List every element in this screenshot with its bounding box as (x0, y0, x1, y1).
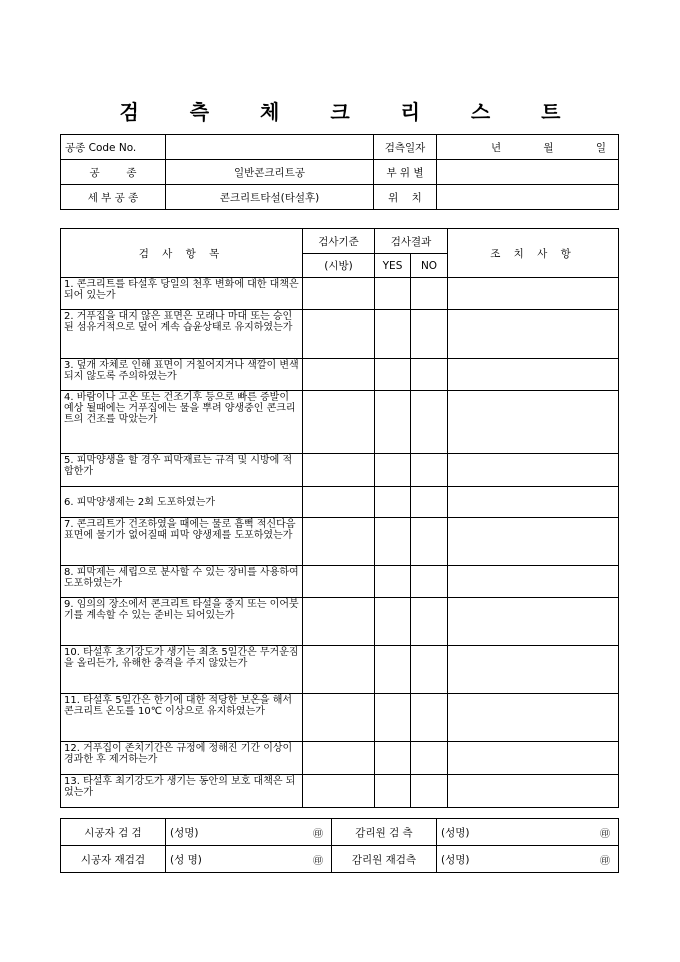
yes-cell[interactable] (375, 518, 411, 566)
contractor-check-label: 시공자 검 검 (61, 819, 166, 846)
position-label: 위 치 (374, 185, 437, 210)
detail-value[interactable]: 콘크리트타설(타설후) (166, 185, 374, 210)
no-cell[interactable] (411, 454, 448, 487)
yes-cell[interactable] (375, 775, 411, 808)
yes-cell[interactable] (375, 310, 411, 359)
standard-cell[interactable] (303, 566, 375, 598)
action-cell[interactable] (448, 278, 619, 310)
signature-table (60, 818, 619, 873)
process-code-label: 공종 Code No. (61, 135, 166, 160)
date-month-label: 월 (543, 141, 554, 154)
checklist-item-9: 9. 임의의 장소에서 콘크리트 타설을 중지 또는 이어붓기를 계속할 수 있는 준비는 되어있는가 (61, 598, 303, 646)
yes-cell[interactable] (375, 359, 411, 391)
checklist-item-2: 2. 거푸집을 대지 않은 표면은 모래나 마대 또는 승인된 섬유거적으로 덮어 계속 습윤상태로 유지하였는가 (61, 310, 303, 359)
yes-cell[interactable] (375, 694, 411, 742)
name-placeholder: (성명) (441, 826, 470, 839)
yes-cell[interactable] (375, 742, 411, 775)
action-cell[interactable] (448, 742, 619, 775)
process-code-value[interactable] (166, 135, 374, 160)
checklist-item-6: 6. 피막양생제는 2회 도포하였는가 (61, 487, 303, 518)
supervisor-recheck-signature[interactable] (437, 846, 619, 873)
action-cell[interactable] (448, 694, 619, 742)
standard-cell[interactable] (303, 278, 375, 310)
standard-cell[interactable] (303, 310, 375, 359)
no-cell[interactable] (411, 359, 448, 391)
location-value[interactable] (437, 160, 619, 185)
action-cell[interactable] (448, 775, 619, 808)
col-result-header: 검사결과 (375, 229, 448, 254)
yes-cell[interactable] (375, 391, 411, 454)
no-cell[interactable] (411, 694, 448, 742)
no-cell[interactable] (411, 391, 448, 454)
checklist-item-13: 13. 타설후 최기강도가 생기는 동안의 보호 대책은 되었는가 (61, 775, 303, 808)
col-standard-header: 검사기준 (303, 229, 375, 254)
action-cell[interactable] (448, 454, 619, 487)
col-yes-header: YES (375, 254, 411, 278)
location-label: 부 위 별 (374, 160, 437, 185)
checklist-item-1: 1. 콘크리트를 타설후 당일의 천후 변화에 대한 대책은 되어 있는가 (61, 278, 303, 310)
action-cell[interactable] (448, 518, 619, 566)
seal-icon: ㊞ (313, 855, 323, 867)
no-cell[interactable] (411, 742, 448, 775)
yes-cell[interactable] (375, 278, 411, 310)
action-cell[interactable] (448, 359, 619, 391)
name-placeholder: (성 명) (170, 853, 202, 866)
inspect-date-value[interactable] (437, 135, 619, 160)
col-standard-sub: (시방) (303, 254, 375, 278)
process-value[interactable]: 일반콘크리트공 (166, 160, 374, 185)
detail-label: 세 부 공 종 (61, 185, 166, 210)
page-title: 검 측 체 크 리 스 트 (119, 100, 583, 124)
seal-icon: ㊞ (600, 855, 610, 867)
seal-icon: ㊞ (600, 828, 610, 840)
no-cell[interactable] (411, 646, 448, 694)
standard-cell[interactable] (303, 646, 375, 694)
checklist-item-8: 8. 피막제는 세립으로 분사할 수 있는 장비를 사용하여 도포하였는가 (61, 566, 303, 598)
yes-cell[interactable] (375, 598, 411, 646)
yes-cell[interactable] (375, 487, 411, 518)
no-cell[interactable] (411, 487, 448, 518)
yes-cell[interactable] (375, 566, 411, 598)
checklist-item-7: 7. 콘크리트가 건조하였을 때에는 물로 흠뻑 적신다음 표면에 물기가 없어질때 피막 양생제를 도포하였는가 (61, 518, 303, 566)
checklist-item-4: 4. 바람이나 고온 또는 건조기후 등으로 빠른 증발이 예상 될때에는 거푸집에는 물을 뿌려 양생중인 콘크리트의 건조를 막았는가 (61, 391, 303, 454)
contractor-check-signature[interactable] (166, 819, 332, 846)
yes-cell[interactable] (375, 646, 411, 694)
standard-cell[interactable] (303, 518, 375, 566)
no-cell[interactable] (411, 310, 448, 359)
inspect-date-label: 검측일자 (374, 135, 437, 160)
checklist-table (60, 228, 619, 808)
date-day-label: 일 (595, 141, 606, 154)
standard-cell[interactable] (303, 742, 375, 775)
standard-cell[interactable] (303, 694, 375, 742)
checklist-item-12: 12. 거푸집이 존치기간은 규정에 정해진 기간 이상이 경과한 후 제거하는가 (61, 742, 303, 775)
supervisor-check-label: 감리원 검 측 (332, 819, 437, 846)
action-cell[interactable] (448, 310, 619, 359)
process-label: 공 종 (61, 160, 166, 185)
checklist-item-3: 3. 덮개 자체로 인해 표면이 거칠어지거나 색깔이 변색되지 않도록 주의하였는가 (61, 359, 303, 391)
col-action-header: 조 치 사 항 (448, 229, 619, 278)
no-cell[interactable] (411, 775, 448, 808)
col-no-header: NO (411, 254, 448, 278)
action-cell[interactable] (448, 598, 619, 646)
contractor-recheck-label: 시공자 재검검 (61, 846, 166, 873)
contractor-recheck-signature[interactable] (166, 846, 332, 873)
name-placeholder: (성명) (441, 853, 470, 866)
standard-cell[interactable] (303, 598, 375, 646)
checklist-item-5: 5. 피막양생을 할 경우 피막재료는 규격 및 시방에 적합한가 (61, 454, 303, 487)
seal-icon: ㊞ (313, 828, 323, 840)
action-cell[interactable] (448, 646, 619, 694)
position-value[interactable] (437, 185, 619, 210)
action-cell[interactable] (448, 487, 619, 518)
checklist-item-11: 11. 타설후 5일간은 한기에 대한 적당한 보온을 해서 콘크리트 온도를 10℃ 이상으로 유지하였는가 (61, 694, 303, 742)
name-placeholder: (성명) (170, 826, 199, 839)
header-info-table (60, 134, 619, 210)
standard-cell[interactable] (303, 454, 375, 487)
no-cell[interactable] (411, 566, 448, 598)
action-cell[interactable] (448, 566, 619, 598)
no-cell[interactable] (411, 278, 448, 310)
standard-cell[interactable] (303, 391, 375, 454)
standard-cell[interactable] (303, 359, 375, 391)
supervisor-recheck-label: 감리원 재검측 (332, 846, 437, 873)
no-cell[interactable] (411, 518, 448, 566)
standard-cell[interactable] (303, 775, 375, 808)
action-cell[interactable] (448, 391, 619, 454)
standard-cell[interactable] (303, 487, 375, 518)
date-year-label: 년 (491, 141, 502, 154)
no-cell[interactable] (411, 598, 448, 646)
checklist-item-10: 10. 타설후 초기강도가 생기는 최초 5일간은 무거운짐을 올리든가, 유해한 충격을 주지 않았는가 (61, 646, 303, 694)
supervisor-check-signature[interactable] (437, 819, 619, 846)
col-item-header: 검 사 항 목 (61, 229, 303, 278)
yes-cell[interactable] (375, 454, 411, 487)
